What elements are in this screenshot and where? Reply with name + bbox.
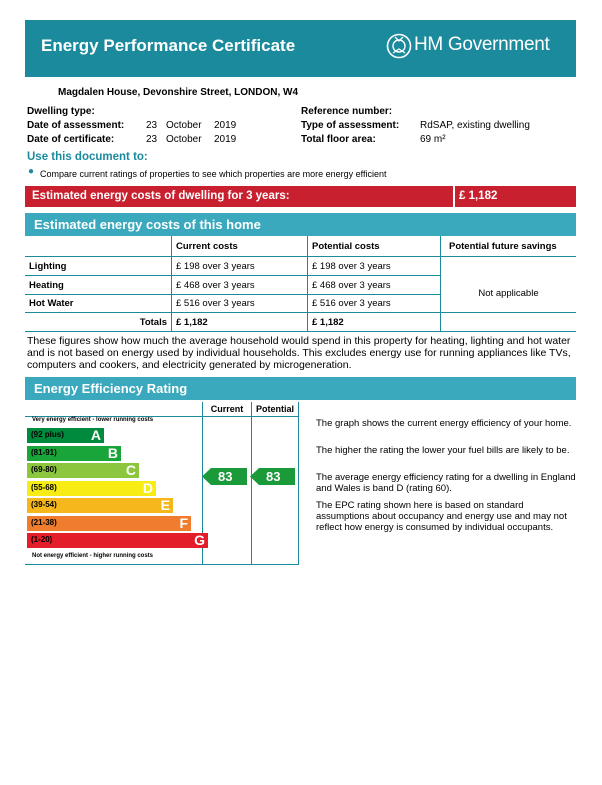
property-address: Magdalen House, Devonshire Street, LONDON, W4 <box>58 87 299 98</box>
certificate-date-label: Date of certificate: <box>27 134 115 145</box>
bullet-icon: ● <box>28 166 35 177</box>
rating-band-g <box>27 533 208 548</box>
lighting-potential: £ 198 over 3 years <box>312 261 391 272</box>
divider <box>25 294 440 295</box>
bottom-note: Not energy efficient - higher running costs <box>32 553 154 559</box>
band-letter: D <box>142 479 153 496</box>
certificate-header <box>25 20 576 77</box>
certificate-month: October <box>166 134 202 145</box>
costs-section-heading: Estimated energy costs of this home <box>34 217 261 232</box>
band-letter: B <box>107 444 118 461</box>
divider <box>25 275 440 276</box>
totals-potential: £ 1,182 <box>312 317 344 328</box>
three-year-cost-bar <box>25 186 576 207</box>
certificate-title: Energy Performance Certificate <box>41 36 296 55</box>
band-range: (55-68) <box>31 482 57 492</box>
band-range: (92 plus) <box>31 430 64 439</box>
arrow-tip-icon <box>202 468 211 485</box>
divider <box>453 186 455 207</box>
rating-band-f <box>27 516 191 531</box>
assessment-month: October <box>166 120 202 131</box>
potential-rating-arrow <box>259 468 295 485</box>
column-header-savings: Potential future savings <box>449 241 557 252</box>
rating-section-heading: Energy Efficiency Rating <box>34 381 188 396</box>
assessment-type-label: Type of assessment: <box>301 120 400 131</box>
divider <box>440 236 441 332</box>
rating-band-a <box>27 428 104 443</box>
rating-note-4: The EPC rating shown here is based on standard assumptions about occupancy and energy use and may not reflect how energy is consumed by individual occupants. <box>316 500 567 533</box>
divider <box>25 256 576 257</box>
assessment-year: 2019 <box>214 120 237 131</box>
band-range: (1-20) <box>31 535 53 544</box>
arrow-tip-icon <box>250 468 259 485</box>
band-range: (69-80) <box>31 465 57 474</box>
divider <box>298 402 299 565</box>
hm-government-logo: HM Government <box>414 34 550 55</box>
totals-current: £ 1,182 <box>176 317 208 328</box>
rating-note-3: The average energy efficiency rating for a dwelling in England and Wales is band D (rating 60). <box>316 472 576 494</box>
rating-band-b <box>27 446 121 461</box>
use-document-heading: Use this document to: <box>27 151 148 163</box>
lighting-current: £ 198 over 3 years <box>176 261 255 272</box>
costs-explanation: These figures show how much the average household would spend in this property for heating, lighting and hot water and is not based on energy used by individual households. This excludes energy use for running appliances like TVs, computers and cookers, and electricity generated by microgeneration. <box>27 335 571 371</box>
row-label-hot-water: Hot Water <box>29 298 74 309</box>
band-letter: E <box>160 497 170 513</box>
heating-current: £ 468 over 3 years <box>176 280 255 291</box>
band-letter: C <box>125 462 136 478</box>
band-letter: A <box>90 427 101 443</box>
costs-table <box>25 236 576 332</box>
potential-rating-value: 83 <box>266 468 281 484</box>
future-savings-value: Not applicable <box>478 288 539 299</box>
rating-band-e <box>27 498 173 513</box>
row-label-lighting: Lighting <box>29 261 67 272</box>
band-range: (39-54) <box>31 500 57 509</box>
royal-crest-icon <box>386 33 412 59</box>
dwelling-type-label: Dwelling type: <box>27 106 95 117</box>
current-rating-arrow <box>211 468 247 485</box>
three-year-cost-label: Estimated energy costs of dwelling for 3 years: <box>32 190 290 202</box>
rating-section-heading-bar <box>25 377 576 400</box>
assessment-date-label: Date of assessment: <box>27 120 125 131</box>
rating-band-d <box>27 481 156 496</box>
top-note: Very energy efficient - lower running costs <box>32 417 154 423</box>
divider <box>25 331 576 332</box>
rating-band-c <box>27 463 139 478</box>
row-label-heating: Heating <box>29 280 64 291</box>
divider <box>171 236 172 332</box>
reference-label: Reference number: <box>301 106 393 117</box>
floor-area-value: 69 m² <box>420 134 446 145</box>
costs-section-heading-bar <box>25 213 576 236</box>
rating-note-2: The higher the rating the lower your fuel bills are likely to be. <box>316 445 570 456</box>
column-header-potential: Potential <box>255 404 294 414</box>
hot-water-current: £ 516 over 3 years <box>176 298 255 309</box>
band-range: (81-91) <box>31 447 57 457</box>
band-letter: G <box>194 532 205 548</box>
assessment-type-value: RdSAP, existing dwelling <box>420 120 530 131</box>
floor-area-label: Total floor area: <box>301 134 376 145</box>
rating-note-1: The graph shows the current energy efficiency of your home. <box>316 418 572 429</box>
current-rating-value: 83 <box>218 468 233 484</box>
column-header-current: Current costs <box>176 241 238 252</box>
totals-label: Totals <box>139 317 167 328</box>
use-document-bullet: Compare current ratings of properties to see which properties are more energy efficient <box>40 169 387 179</box>
heating-potential: £ 468 over 3 years <box>312 280 391 291</box>
band-letter: F <box>179 514 188 531</box>
certificate-day: 23 <box>146 134 158 145</box>
three-year-cost-value: £ 1,182 <box>459 190 498 202</box>
hot-water-potential: £ 516 over 3 years <box>312 298 391 309</box>
divider <box>307 236 308 332</box>
energy-rating-chart <box>25 402 299 565</box>
divider <box>25 312 576 313</box>
column-header-potential: Potential costs <box>312 241 380 252</box>
divider <box>25 564 299 565</box>
certificate-year: 2019 <box>214 134 237 145</box>
band-range: (21-38) <box>31 517 57 527</box>
column-header-current: Current <box>210 404 244 414</box>
assessment-day: 23 <box>146 120 158 131</box>
